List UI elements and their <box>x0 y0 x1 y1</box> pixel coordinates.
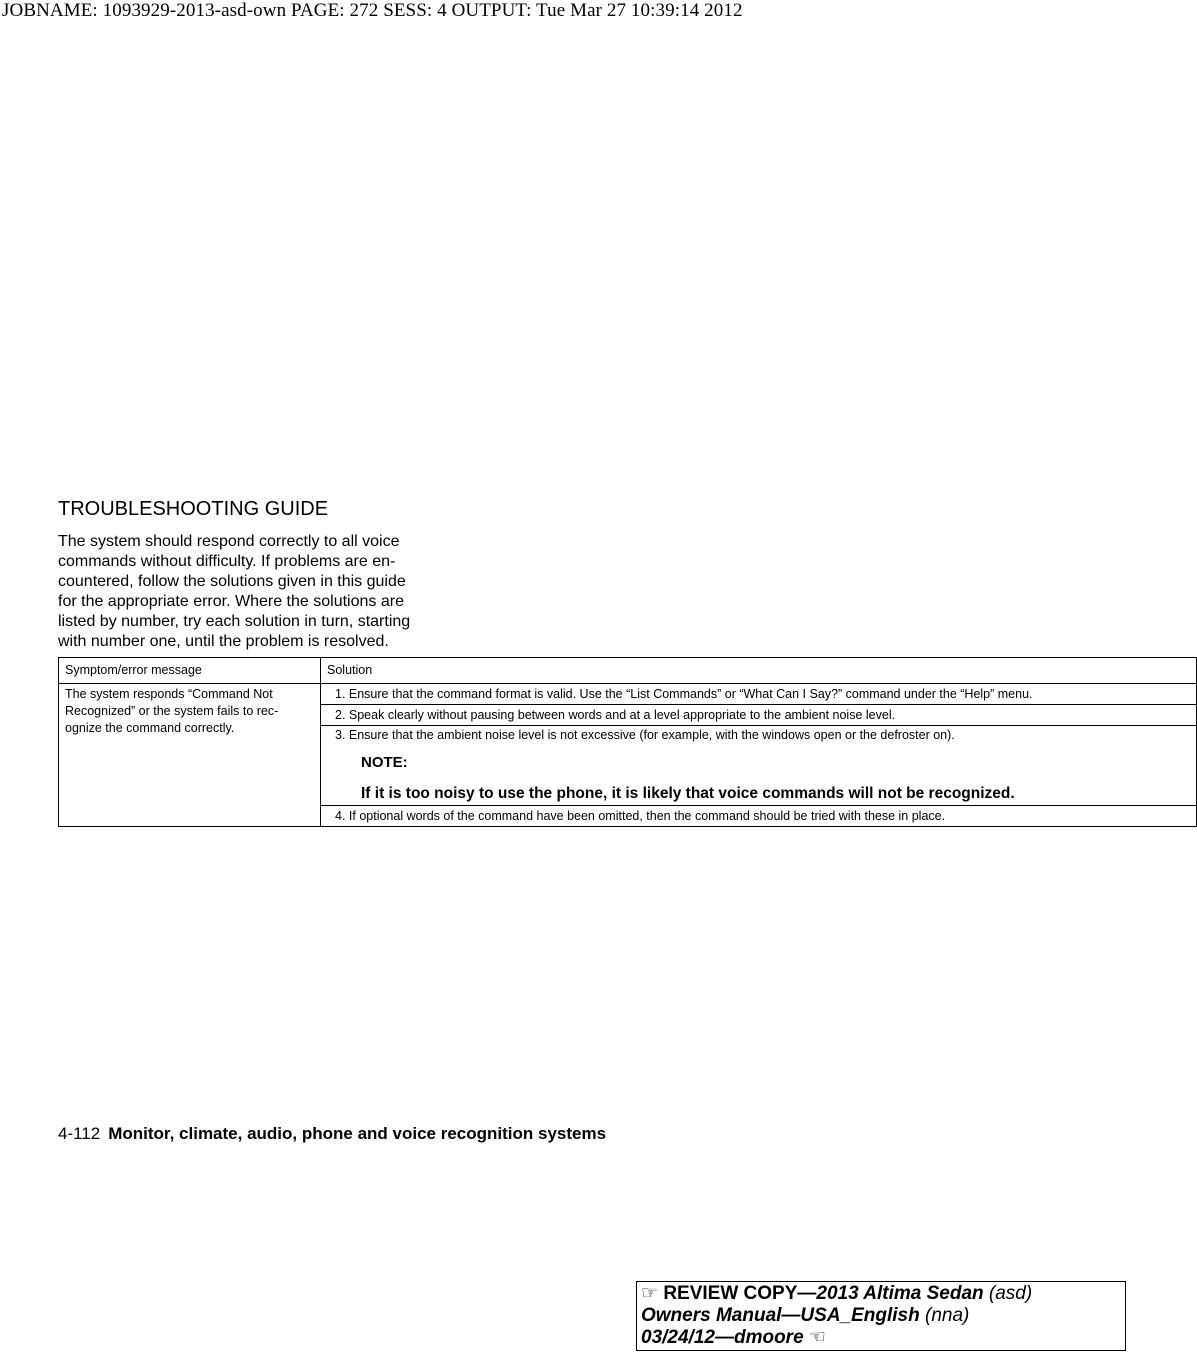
symptom-line: Recognized” or the system fails to rec- <box>65 704 279 718</box>
page-footer <box>58 1124 606 1144</box>
review-date-author: 03/24/12—dmoore <box>641 1327 804 1348</box>
intro-line: The system should respond correctly to all voice <box>58 533 400 550</box>
note-label: NOTE: <box>361 754 408 771</box>
solution-1 <box>321 684 1197 705</box>
symptom-line: The system responds “Command Not <box>65 687 273 701</box>
review-copy-box <box>636 1281 1126 1351</box>
review-line-1 <box>641 1283 1121 1305</box>
footer-title: Monitor, climate, audio, phone and voice recognition systems <box>108 1124 607 1143</box>
intro-line: with number one, until the problem is resolved. <box>58 633 389 650</box>
manual-name: Owners Manual—USA_English <box>641 1305 920 1326</box>
intro-paragraph <box>58 532 420 652</box>
review-line-3 <box>641 1327 1121 1349</box>
solution-4 <box>321 806 1197 827</box>
header-symptom: Symptom/error message <box>59 658 321 684</box>
intro-line: listed by number, try each solution in turn, starting <box>58 613 411 630</box>
review-label: REVIEW COPY— <box>663 1283 817 1304</box>
page-number: 4-112 <box>58 1124 101 1143</box>
vehicle-model: 2013 Altima Sedan <box>816 1283 984 1304</box>
pointing-hand-left-icon: ☜ <box>808 1327 826 1348</box>
header-solution: Solution <box>321 658 1197 684</box>
pointing-hand-icon: ☞ <box>641 1283 659 1304</box>
note-text: If it is too noisy to use the phone, it is likely that voice commands will not be recognized. <box>361 785 1015 802</box>
table-row <box>59 684 1197 705</box>
symptom-cell <box>59 684 321 827</box>
troubleshooting-table <box>58 657 1197 827</box>
solution-text: 4. If optional words of the command have been omitted, then the command should be tried with these in place. <box>335 809 946 823</box>
solution-text: 2. Speak clearly without pausing between words and at a level appropriate to the ambient noise level. <box>335 708 896 722</box>
intro-line: commands without difficulty. If problems are en- <box>58 553 396 570</box>
manual-code: (nna) <box>919 1305 970 1326</box>
solution-text: 3. Ensure that the ambient noise level is not excessive (for example, with the windows open or the defroster on). <box>335 728 955 742</box>
review-line-2 <box>641 1305 1121 1327</box>
solution-3 <box>321 726 1197 806</box>
intro-line: countered, follow the solutions given in this guide <box>58 573 406 590</box>
section-title: TROUBLESHOOTING GUIDE <box>58 498 329 520</box>
table-header-row <box>59 658 1197 684</box>
solution-text: 1. Ensure that the command format is valid. Use the “List Commands” or “What Can I Say?” command under the “Help” menu. <box>335 687 1033 701</box>
solution-2 <box>321 705 1197 726</box>
symptom-line: ognize the command correctly. <box>65 721 235 735</box>
vehicle-code: (asd) <box>983 1283 1033 1304</box>
job-header: JOBNAME: 1093929-2013-asd-own PAGE: 272 SESS: 4 OUTPUT: Tue Mar 27 10:39:14 2012 <box>2 0 743 21</box>
intro-line: for the appropriate error. Where the solutions are <box>58 593 404 610</box>
